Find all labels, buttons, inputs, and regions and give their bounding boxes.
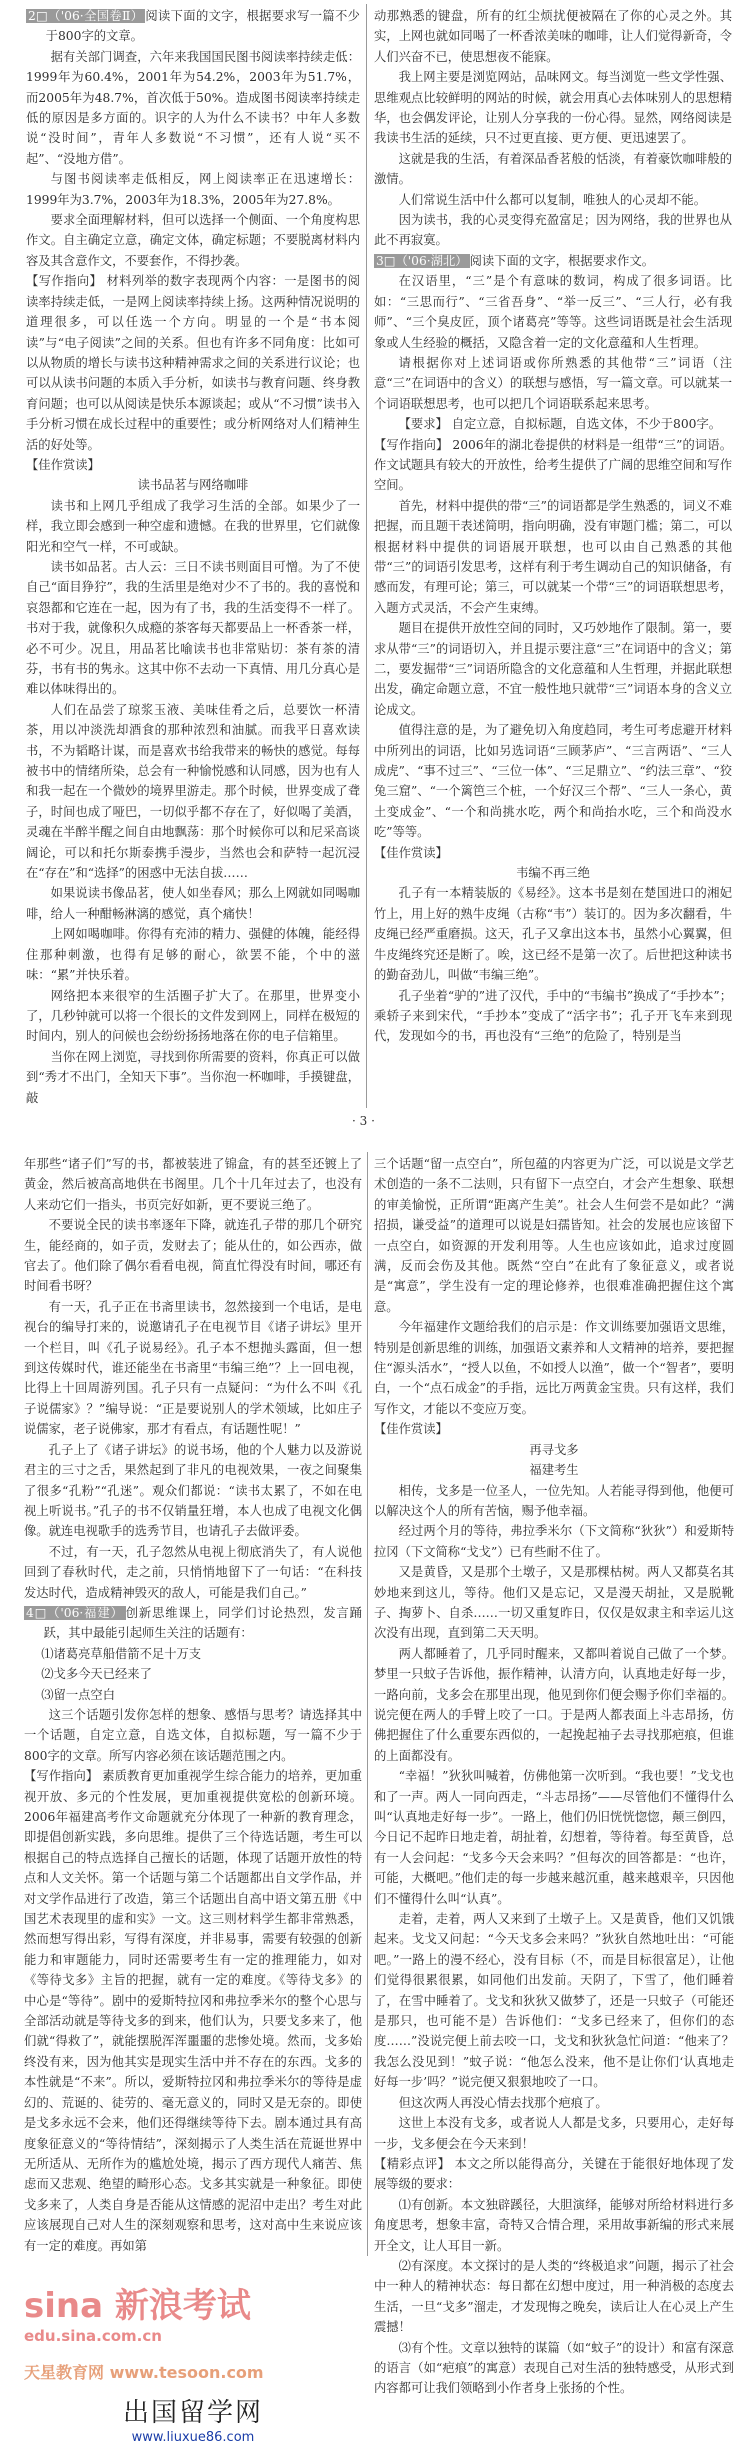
question-number-tag: 4□（'06·福建） <box>26 1605 124 1620</box>
paragraph-text: 网络把本来很窄的生活圈子扩大了。在那里，世界变小了，几秒钟就可以将一个很长的文件发到网上，同样在极短的时间内，别人的问候也会纷纷扬扬地落在你的电子信箱里。 <box>26 988 360 1044</box>
paragraph-continued <box>374 6 732 67</box>
paragraph-text: 当你在网上浏览，寻找到你所需要的资料，你真正可以做到“秀才不出门，全知天下事”。当你泡一杯咖啡，手摸键盘，敲 <box>26 1049 360 1105</box>
paragraph-text: 这世上本没有戈多，或者说人人都是戈多，只要用心，走好每一步，戈多便会在今天来到！ <box>374 2116 734 2151</box>
paragraph-text: 【佳作赏读】 <box>374 1422 448 1437</box>
paragraph-text: 要求全面理解材料，但可以选择一个侧面、一个角度构思作文。自主确定立意，确定文体，确定标题；不要脱离材料内容及其含意作文，不要套作，不得抄袭。 <box>26 213 360 268</box>
topic-item <box>24 1685 362 1705</box>
paragraph-text: 经过两个月的等待，弗拉季米尔（下文简称“狄狄”）和爱斯特拉冈（下文简称“戈戈”）已有些耐不住了。 <box>374 1524 734 1559</box>
paragraph-text: 首先，材料中提供的带“三”的词语都是学生熟悉的，词义不难把握，而且题干表述简明，指向明确，没有审题门槛；第二，可以根据材料中提供的词语展开联想，也可以由自己熟悉的其他带“三”的词语引发思考，这样有利于考生调动自己的知识储备，有感而发，有理可论；第三，可以就某一个带“三”的词语联想思考，入题方式灵活，不会产生束缚。 <box>374 498 732 615</box>
paragraph-continued <box>374 1154 734 1317</box>
paragraph <box>26 210 360 271</box>
question-prompt <box>374 251 732 271</box>
paragraph-text: 有一天，孔子正在书斋里读书，忽然接到一个电话，是电视台的编导打来的，说邀请孔子在电视节目《诸子讲坛》里开一个栏目，叫《孔子说易经》。孔子本不想抛头露面，但一想到这传媒时代，谁还能坐在书斋里“韦编三绝”？上一回电视，比得上十回周游列国。孔子只有一点疑问：“为什么不叫《孔子说儒家》？”编导说：“正是要说别人的学术领域，比如庄子说儒家，老子说佛家，那才有看点，有话题性呢！” <box>24 1299 362 1437</box>
topic-item <box>24 1644 362 1664</box>
brand-url: www.liuxue86.com <box>131 2430 255 2445</box>
paragraph <box>374 1521 734 1562</box>
paragraph-text: 据有关部门调查，六年来我国国民图书阅读率持续走低：1999年为60.4%，2001年为54.2%，2003年为51.7%，而2005年为48.7%，首次低于50%。造成图书阅读率持续走低的原因是多方面的。识字的人为什么不读书？中年人多数说“没时间”，青年人多数说“不习惯”，还有人说“买不起”、“没地方借”。 <box>26 49 360 166</box>
sina-watermark-text: sina 新浪考试 <box>24 2286 251 2326</box>
watermark-area <box>24 2286 362 2447</box>
paragraph-text: ⑵戈多今天已经来了 <box>41 1667 152 1682</box>
paragraph <box>26 557 360 700</box>
paragraph-text: ⑴诸葛亮草船借箭不足十万支 <box>41 1646 202 1661</box>
paragraph-text: 两人都睡着了，几乎同时醒来，又都叫着说自己做了一个梦。梦里一只蚊子告诉他，振作精神，认清方向，认真地走好每一步，一路向前，戈多会在那里出现，他见到你们便会赐予你们幸福的。说完便在两人的手臂上咬了一口。于是两人都表面上斗志昂扬，仿佛把握住了什么重要东西似的，一起挽起袖子去寻找那疤痕，但谁的上面都没有。 <box>374 1646 734 1763</box>
paragraph <box>374 1562 734 1644</box>
paragraph-text: 题目在提供开放性空间的同时，又巧妙地作了限制。第一，要求从带“三”的词语切入，并且提示要注意“三”在词语中的含义；第二，要发掘带“三”词语所隐含的文化意蕴和人生哲理，并据此联想出发，确定命题立意，不宜一般性地只就带“三”词语本身的含义立论成文。 <box>374 621 732 717</box>
paragraph-text: 这就是我的生活，有着深品香茗般的恬淡，有着豪饮咖啡般的激情。 <box>374 151 732 187</box>
section-heading <box>26 455 360 475</box>
paragraph <box>24 1297 362 1440</box>
paragraph-text: 但这次两人再没心情去找那个疤痕了。 <box>398 2095 608 2110</box>
paragraph-text: 人们在品尝了琼浆玉液、美味佳肴之后，总要饮一杯清茶，用以冲淡洗却酒食的那种浓烈和油腻。而我平日喜欢读书，不为韬略计谋，而是喜欢书给我带来的畅快的感觉。每每被书中的情绪所染，总会有一种愉悦感和认同感，因为也有人和我一起在一个微妙的境界里游走。那个时候，世界变成了聋子，时间也成了哑巴，一切似乎都不存在了，好似喝了美酒，灵魂在半醉半醒之间自由地飘荡：那个时候你可以和尼采高谈阔论，可以和托尔斯泰携手漫步，当然也会和萨特一起沉浸在“存在”和“选择”的困惑中无法自拔…… <box>26 702 360 881</box>
paragraph <box>26 986 360 1047</box>
paragraph <box>374 271 732 353</box>
paragraph <box>374 883 732 985</box>
paragraph <box>374 67 732 149</box>
section-heading <box>374 843 732 863</box>
paragraph-text: 因为读书，我的心灵变得充盈富足；因为网络，我的世界也从此不再寂寞。 <box>374 213 732 248</box>
paragraph-text: 在汉语里，“三”是个有意味的数词，构成了很多词语。比如：“三思而行”、“三省吾身”、“举一反三”、“三人行，必有我师”、“三个臭皮匠，顶个诸葛亮”等等。这些词语既是社会生活现象或人生经验的概括，又隐含着一定的文化意蕴和人生哲理。 <box>374 274 732 350</box>
question-prompt <box>26 6 360 47</box>
paragraph <box>374 210 732 251</box>
paragraph <box>26 700 360 884</box>
paragraph-text: 如果说读书像品茗，使人如坐春风；那么上网就如同喝咖啡，给人一种酣畅淋漓的感觉，真个痛快！ <box>26 886 360 921</box>
paragraph-text: 动那熟悉的键盘，所有的红尘烦扰便被隔在了你的心灵之外。其实，上网也就如同喝了一杯香浓美味的咖啡，让人们觉得新奇，令人们兴奋不已，使思想夜不能寐。 <box>374 9 732 64</box>
paragraph <box>374 2338 734 2399</box>
paragraph-text: 上网如喝咖啡。你得有充沛的精力、强健的体魄，能经得住那种刺激，也得有足够的耐心，欲罢不能，个中的滋味：“累”并快乐着。 <box>26 927 360 983</box>
paragraph <box>374 1317 734 1419</box>
paragraph-text: ⑶有个性。文章以独特的谋篇（如“蚊子”的设计）和富有深意的语言（如“疤痕”的寓意）表现自己对生活的独特感受，从形式到内容都可让我们领略到小作者身上张扬的个性。 <box>374 2340 734 2396</box>
bottom-page-left-column <box>24 1154 362 2256</box>
paragraph-text: “幸福！”狄狄叫喊着，仿佛他第一次听到。“我也要！”戈戈也和了一声。两人一同向西走，“斗志昂扬”——尽管他们不懂得什么叫“认真地走好每一步”。一路上，他们仍旧恍恍惚惚，颠三倒四，今日记不起昨日地走着，胡扯着，幻想着，等待着。每至黄昏，总有一人会问起：“戈多今天会来吗？”但每次的回答都是：“也许，可能，大概吧。”他们走的每一步越来越沉重，越来越艰辛，只因他们不懂得什么叫“认真”。 <box>374 1769 734 1906</box>
paragraph-continued <box>24 1154 362 1215</box>
paragraph-text: 阅读下面的文字，根据要求写一篇不少于800字的文章。 <box>45 9 360 44</box>
paragraph <box>374 414 732 434</box>
paragraph <box>374 2093 734 2113</box>
paragraph <box>374 720 732 842</box>
paragraph-text: 与图书阅读率走低相反，网上阅读率正在迅速增长：1999年为3.7%，2003年为18.3%，2005年为27.8%。 <box>26 172 360 207</box>
sina-watermark-url: edu.sina.com.cn <box>24 2327 162 2345</box>
paragraph-text: 创新思维课上，同学们讨论热烈，发言踊跃，其中最能引起师生关注的话题有： <box>43 1605 362 1641</box>
paragraph-text: ⑴有创新。本文独辟蹊径，大胆演绎，能够对所给材料进行多角度思考，想象丰富，奇特又合情合理，采用故事新编的形式来展开全文，让人耳目一新。 <box>374 2197 734 2253</box>
paragraph <box>26 883 360 924</box>
paragraph <box>26 1047 360 1108</box>
paragraph-text: 我上网主要是浏览网站，品味网文。每当浏览一些文学性强、思维观点比较鲜明的网站的时候，就会用真心去体味别人的思想精华，也会偶发评论，让别人分享我的一份心得。显然，网络阅读是我读书生活的延续，只不过更直接、更方便、更迅速罢了。 <box>374 70 732 146</box>
paragraph <box>26 496 360 557</box>
section-heading <box>374 435 732 496</box>
essay-title <box>374 1440 734 1460</box>
essay-title <box>374 863 732 883</box>
top-page-right-column <box>374 6 732 1047</box>
paragraph-text: 孔子有一本精装版的《易经》。这本书是刻在楚国进口的湘妃竹上，用上好的熟牛皮绳（古称“韦”）装订的。因为多次翻看，牛皮绳已经严重磨损。这天，孔子又拿出这本书，虽然小心翼翼，但牛皮绳终究还是断了。唉，这已经不是第一次了。后世把这种读书的勤奋劲儿，叫做“韦编三绝”。 <box>374 886 732 983</box>
paragraph-text: 孔子坐着“驴的”进了汉代，手中的“韦编书”换成了“手抄本”；乘轿子来到宋代，“手抄本”变成了“活字书”；孔子开飞车来到现代，发现如今的书，再也没有“三绝”的危险了，特别是当 <box>374 988 732 1044</box>
section-heading <box>374 2154 734 2195</box>
column-divider-top <box>366 4 367 1108</box>
question-number-tag: 3□（'06·湖北） <box>376 253 468 268</box>
paragraph-text: 相传，戈多是一位圣人，一位先知。人若能寻得到他，他便可以解决这个人的所有苦恼，赐予他幸福。 <box>374 1483 734 1518</box>
paragraph <box>374 496 732 618</box>
liuxue86-logo <box>24 2397 362 2447</box>
paragraph <box>374 2195 734 2256</box>
topic-item <box>24 1664 362 1684</box>
section-heading <box>24 1766 362 2256</box>
section-heading <box>374 1419 734 1439</box>
paragraph <box>374 190 732 210</box>
paragraph <box>26 47 360 169</box>
paragraph-text: 年那些“诸子们”写的书，都被装进了锦盒，有的甚至还镀上了黄金，然后被高高地供在书阁里。几个十几年过去了，也没有人来动它们一指头，书页完好如新，更不要说三绝了。 <box>24 1157 362 1212</box>
question-number-tag: 2□（'06·全国卷Ⅱ） <box>28 9 144 23</box>
paragraph-text: 【写作指向】 材料列举的数字表现两个内容：一是图书的阅读率持续走低，一是网上阅读率持续上扬。这两种情况说明的道理很多，可以任选一个方向。明显的一个是“书本阅读”与“电子阅读”之间的关系。但也有许多不同角度：比如可以从物质的增长与读书这种精神需求之间的关系进行议论；也可以从读书问题的本质入手分析，如读书与教育问题、终身教育问题；也可以从阅读是快乐本源谈起；或从“不习惯”读书入手分析习惯在成长过程中的重要性；或分析网络对人们精神生活的好处等。 <box>26 274 360 452</box>
paragraph-text: 又是黄昏，又是那个土墩子，又是那棵枯树。两人又都莫名其妙地来到这儿，等待。他们又是忘记，又是漫天胡扯，又是脱靴子、掏萝卜、自杀……一切又重复昨日，仅仅是奴隶主和幸运儿这次没有出现，直到第二天天明。 <box>374 1565 734 1641</box>
paragraph <box>374 353 732 414</box>
paragraph <box>26 169 360 210</box>
paragraph-text: 读书品茗与网络咖啡 <box>137 478 249 493</box>
paragraph-text: ⑶留一点空白 <box>41 1687 116 1702</box>
paragraph-text: 福建考生 <box>529 1463 579 1478</box>
paragraph-text: 走着，走着，两人又来到了土墩子上。又是黄昏，他们又饥饿起来。戈戈又问起：“今天戈多会来吗？”狄狄自然地吐出：“可能吧。”一路上的漫不经心，没有目标（不，而是目标很富足），让他们觉得很累很累，如同他们出发前。天阴了，下雪了，他们睡着了，在雪中睡着了。戈戈和狄狄又做梦了，还是一只蚊子（可能还是那只，也可能不是）告诉他们：“戈多已经来了，但你们的态度……”没说完便上前去咬一口，戈戈和狄狄急忙问道：“他来了？我怎么没见到！”蚊子说：“他怎么没来，他不是让你们‘认真地走好每一步’吗？”说完便又狠狠地咬了一口。 <box>374 1912 734 2090</box>
question-prompt <box>24 1603 362 1644</box>
paragraph <box>26 924 360 985</box>
paragraph <box>374 1481 734 1522</box>
paragraph <box>374 2113 734 2154</box>
paragraph <box>24 1440 362 1542</box>
paragraph-text: 韦编不再三绝 <box>516 866 590 881</box>
essay-title <box>26 475 360 495</box>
paragraph <box>24 1215 362 1297</box>
paragraph-text: 【佳作赏读】 <box>26 457 100 472</box>
paragraph-text: 不要说全民的读书率逐年下降，就连孔子带的那几个研究生，能经商的，如子贡，发财去了；能从仕的，如公西赤，做官去了。他们除了偶尔看看电视，简直忙得没有时间，哪还有时间看书呀？ <box>24 1218 362 1294</box>
paragraph-text: 【要求】 自定立意，自拟标题，自选文体，不少于800字。 <box>398 417 722 432</box>
paragraph <box>374 618 732 720</box>
section-heading <box>26 271 360 455</box>
paragraph <box>374 149 732 190</box>
bottom-page-right-column <box>374 1154 734 2399</box>
paragraph-text: 这三个话题引发你怎样的想象、感悟与思考？请选择其中一个话题，自定立意，自选文体，自拟标题，写一篇不少于800字的文章。所写内容必须在该话题范围之内。 <box>24 1707 362 1763</box>
paragraph-text: 不过，有一天，孔子忽然从电视上彻底消失了，有人说他回到了春秋时代，走之前，只悄悄地留下了一句话：“在科技发达时代，造成精神毁灭的敌人，可能是我们自己。” <box>24 1544 362 1600</box>
paragraph <box>374 1909 734 2093</box>
paragraph-text: ⑵有深度。本文探讨的是人类的“终极追求”问题，揭示了社会中一种人的精神状态：每日都在幻想中度过，用一种消极的态度去生活，一旦“戈多”溜走，才发现悔之晚矣，读后让人在心灵上产生震撼！ <box>374 2258 734 2335</box>
paragraph <box>24 1705 362 1766</box>
paragraph <box>374 1766 734 1909</box>
top-page-left-column <box>26 6 360 1108</box>
paragraph-text: 孔子上了《诸子讲坛》的说书场，他的个人魅力以及游说君主的三寸之舌，果然起到了非凡的电视效果，一夜之间聚集了很多“孔粉”“孔迷”。观众们都说：“读书太累了，不如在电视上听说书。”孔子的书不仅销量狂增，本人也成了电视文化偶像。就连电视歌手的选秀节目，也请孔子去做评委。 <box>24 1442 362 1539</box>
tesoon-watermark: 天星教育网 www.tesoon.com <box>24 2363 264 2382</box>
paragraph <box>374 1644 734 1766</box>
paragraph-text: 今年福建作文题给我们的启示是：作文训练要加强语文思维，特别是创新思维的训练，加强语文素养和人文精神的培养，要把握住“源头活水”，“授人以鱼，不如授人以渔”，做一个“智者”，要明白，一个“点石成金”的手指，远比万两黄金宝贵。只有这样，我们写作文，才能以不变应万变。 <box>374 1320 734 1416</box>
paragraph-text: 【写作指向】 2006年的湖北卷提供的材料是一组带“三”的词语。作文试题具有较大的开放性，给考生提供了广阔的思维空间和写作空间。 <box>374 437 732 493</box>
paragraph-text: 读书和上网几乎组成了我学习生活的全部。如果少了一样，我立即会感到一种空虚和遗憾。在我的世界里，它们就像阳光和空气一样，不可或缺。 <box>26 498 360 554</box>
paragraph-text: 读书如品茗。古人云：三日不读书则面目可憎。为了不使自己“面目狰狞”，我的生活里是绝对少不了书的。我的喜悦和哀怨都和它连在一起，因为有了书，我的生活变得不一样了。书对于我，就像积久成瘾的茶客每天都要品上一杯香茶一样，必不可少。况且，用品茗比喻读书也非常贴切：茶有茶的清芬，书有书的隽永。这其中你不去动一下真情、用几分真心是难以体味得出的。 <box>26 559 360 697</box>
paragraph-text: 请根据你对上述词语或你所熟悉的其他带“三”词语（注意“三”在词语中的含义）的联想与感悟，写一篇文章。可以就某一个词语联想思考，也可以把几个词语联系起来思考。 <box>374 355 732 411</box>
paragraph-text: 三个话题“留一点空白”，所包蕴的内容更为广泛，可以说是文学艺术创造的一条不二法则，只有留下一点空白，才会产生想象、联想的审美愉悦，正所谓“距离产生美”。社会人生何尝不是如此？“满招损，谦受益”的道理可以说是妇孺皆知。社会的发展也应该留下一点空白，如资源的开发利用等。人生也应该如此，追求过度圆满，反而会伤及其他。既然“空白”在此有了象征意义，或者说是“寓意”，学生没有一定的理论修养，也很难准确把握住这个寓意。 <box>374 1157 734 1314</box>
paragraph-text: 人们常说生活中什么都可以复制，唯独人的心灵却不能。 <box>398 192 707 207</box>
paragraph-text: 值得注意的是，为了避免切入角度趋同，考生可考虑避开材料中所列出的词语，比如另选词语“三顾茅庐”、“三言两语”、“三人成虎”、“事不过三”、“三位一体”、“三足鼎立”、“约法三章”、“狡兔三窟”、“一个篱笆三个桩，一个好汉三个帮”、“三人一条心，黄土变成金”、“一个和尚挑水吃，两个和尚抬水吃，三个和尚没水吃”等等。 <box>374 723 732 840</box>
paragraph-text: 【精彩点评】 本文之所以能得高分，关键在于能很好地体现了发展等级的要求： <box>374 2156 734 2192</box>
paragraph-text: 【写作指向】 素质教育更加重视学生综合能力的培养，更加重视开放、多元的个性发展，更加重视提供宽松的创新环境。2006年福建高考作文命题就充分体现了一种新的教育理念，即提倡创新实践，多向思维。提供了三个待选话题，考生可以根据自己的特点选择自己擅长的话题，体现了话题开放性的特点和人文关怀。第一个话题与第二个话题都出自文学作品，并对文学作品进行了改造，第三个话题出自高中语文第五册《中国艺术表现里的虚和实》一文。这三则材料学生都非常熟悉，然而想写得出彩，写得有深度，并非易事，需要有较强的创新能力和审题能力，同时还需要考生有一定的推理能力，如对《等待戈多》主旨的把握，就有一定的难度。《等待戈多》的中心是“等待”。剧中的爱斯特拉冈和弗拉季米尔的整个心思与全部活动就是等待戈多的到来，他们认为，只要戈多来了，他们就“得救了”，就能摆脱浑浑噩噩的悲惨处境。然而，戈多始终没有来，因为他其实是现实生活中并不存在的东西。戈多的本性就是“不来”。所以，爱斯特拉冈和弗拉季米尔的等待是虚幻的、荒诞的、徒劳的、毫无意义的，同时又是无奈的。即使是戈多永远不会来，他们还得继续等待下去。剧本通过具有高度象征意义的“等待情结”，深刻揭示了人类生活在荒诞世界中无所适从、无所作为的尴尬处境，揭示了西方现代人痛苦、焦虑而又悲观、绝望的畸形心态。戈多其实就是一种象征。即使戈多来了，人类自身是否能从这情感的泥沼中走出？考生对此应该展现自己对人生的深刻观察和思考，这对高中生来说应该有一定的难度。再如第 <box>24 1769 362 2253</box>
page-number: · 3 · <box>352 1114 375 1128</box>
paragraph-text: 再寻戈多 <box>529 1442 579 1457</box>
paragraph-text: 【佳作赏读】 <box>374 845 448 860</box>
paragraph <box>374 2256 734 2338</box>
paragraph <box>24 1542 362 1603</box>
paragraph <box>374 986 732 1047</box>
brand-name: 出国留学网 <box>122 2398 263 2428</box>
paragraph-text: 阅读下面的文字，根据要求作文。 <box>469 253 655 268</box>
sina-watermark <box>24 2286 362 2346</box>
column-divider-bottom <box>367 1152 368 2256</box>
essay-title <box>374 1460 734 1480</box>
